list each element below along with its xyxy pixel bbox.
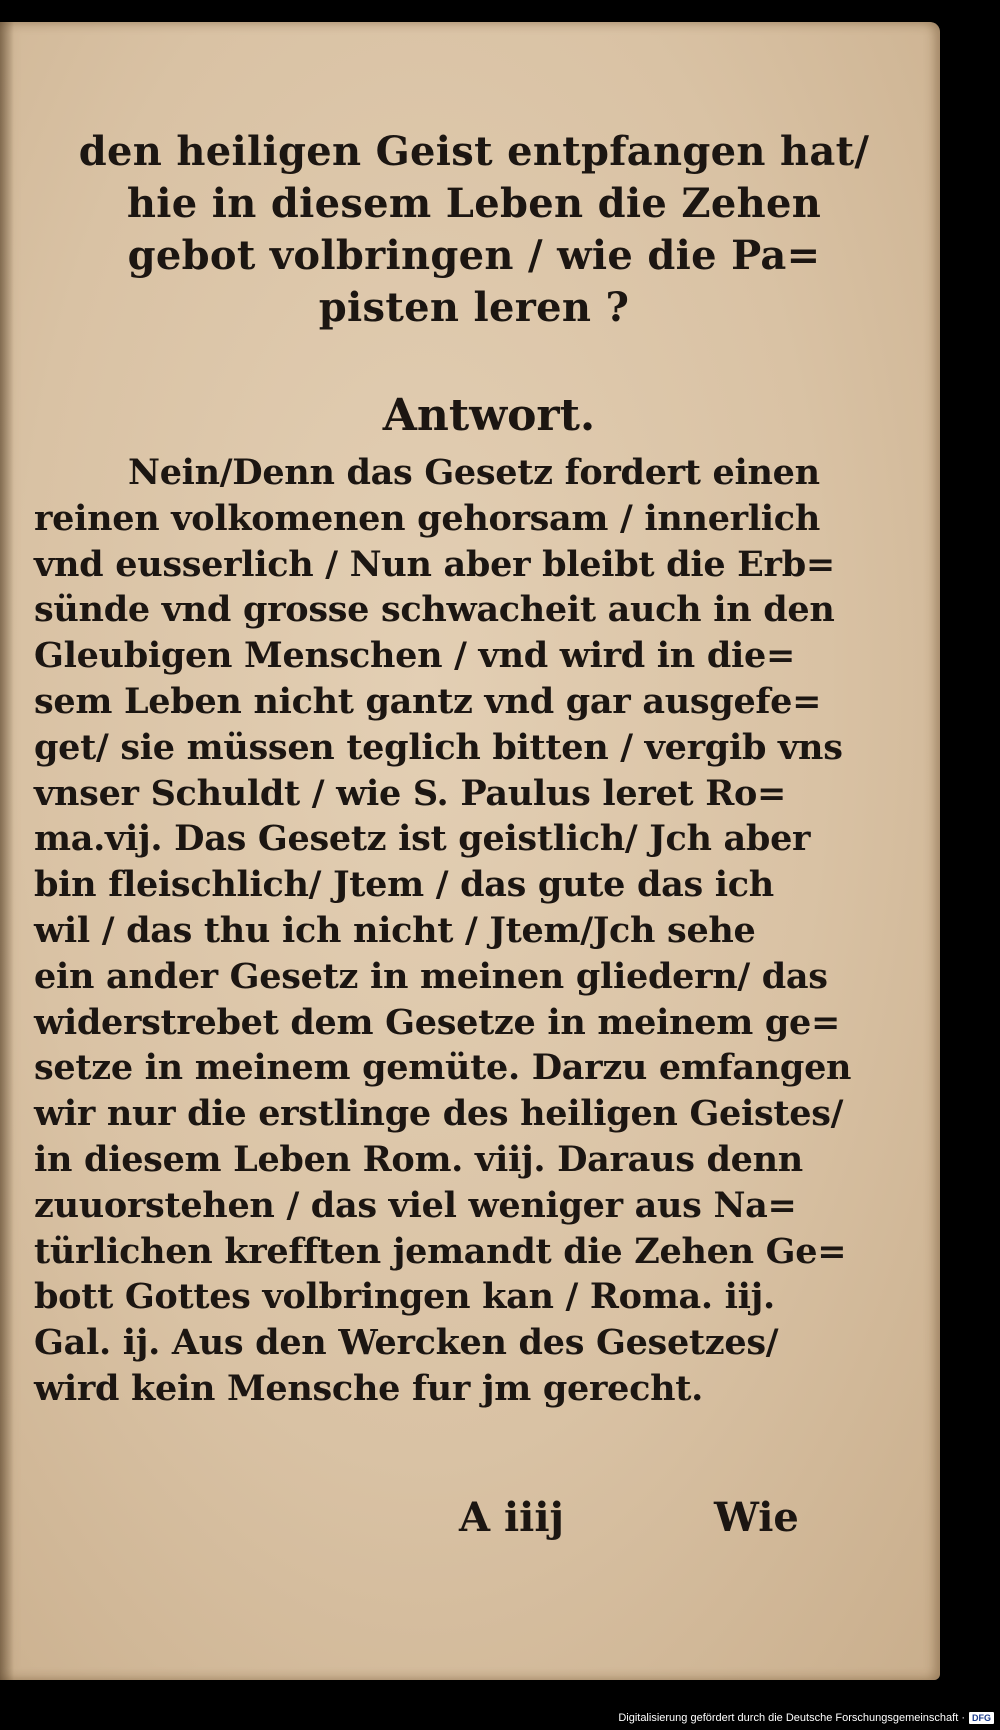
signature-mark: A iiij bbox=[459, 1494, 565, 1541]
answer-line: bin fleischlich/ Jtem / das gute das ich bbox=[34, 864, 774, 906]
page-footer bbox=[34, 1494, 914, 1554]
page-text-block bbox=[34, 104, 914, 1541]
answer-line: get/ sie müssen teglich bitten / vergib vns bbox=[34, 726, 843, 768]
catchword: Wie bbox=[714, 1494, 799, 1541]
answer-line: reinen volkomenen gehorsam / innerlich bbox=[34, 497, 820, 539]
question-line: gebot volbringen / wie die Pa= bbox=[127, 232, 821, 279]
answer-text bbox=[34, 450, 914, 1412]
answer-line: türlichen krefften jemandt die Zehen Ge= bbox=[34, 1230, 847, 1272]
question-line: den heiligen Geist entpfangen hat/ bbox=[78, 128, 870, 175]
answer-line: vnser Schuldt / wie S. Paulus leret Ro= bbox=[34, 772, 787, 814]
answer-line: ma.vij. Das Gesetz ist geistlich/ Jch aber bbox=[34, 818, 811, 860]
answer-line: ein ander Gesetz in meinen gliedern/ das bbox=[34, 955, 828, 997]
answer-line: Nein/Denn das Gesetz fordert einen bbox=[128, 452, 820, 493]
answer-line: bott Gottes volbringen kan / Roma. iij. bbox=[34, 1276, 775, 1318]
answer-line: wil / das thu ich nicht / Jtem/Jch sehe bbox=[34, 909, 756, 951]
answer-line: setze in meinem gemüte. Darzu emfangen bbox=[34, 1047, 852, 1089]
question-text bbox=[34, 104, 914, 334]
answer-line: Gal. ij. Aus den Wercken des Gesetzes/ bbox=[34, 1322, 779, 1364]
question-line: hie in diesem Leben die Zehen bbox=[126, 180, 822, 227]
answer-line: wir nur die erstlinge des heiligen Geistes/ bbox=[34, 1093, 844, 1135]
book-page bbox=[0, 22, 940, 1680]
question-line: pisten leren ? bbox=[318, 284, 630, 331]
gutter-shadow bbox=[0, 22, 14, 1680]
answer-line: zuuorstehen / das viel weniger aus Na= bbox=[34, 1184, 797, 1226]
answer-line: wird kein Mensche fur jm gerecht. bbox=[34, 1367, 704, 1409]
answer-line: vnd eusserlich / Nun aber bleibt die Erb= bbox=[34, 543, 835, 585]
dfg-logo-icon: DFG bbox=[969, 1712, 994, 1724]
answer-heading: Antwort. bbox=[382, 390, 596, 441]
digitization-credit bbox=[618, 1712, 994, 1724]
credit-text: Digitalisierung gefördert durch die Deutsche Forschungsgemeinschaft · bbox=[618, 1712, 965, 1724]
answer-line: widerstrebet dem Gesetze in meinem ge= bbox=[34, 1001, 840, 1043]
answer-line: sünde vnd grosse schwacheit auch in den bbox=[34, 589, 835, 631]
answer-line: Gleubigen Menschen / vnd wird in die= bbox=[34, 635, 795, 677]
answer-line: in diesem Leben Rom. viij. Daraus denn bbox=[34, 1138, 803, 1180]
answer-line: sem Leben nicht gantz vnd gar ausgefe= bbox=[34, 680, 822, 722]
